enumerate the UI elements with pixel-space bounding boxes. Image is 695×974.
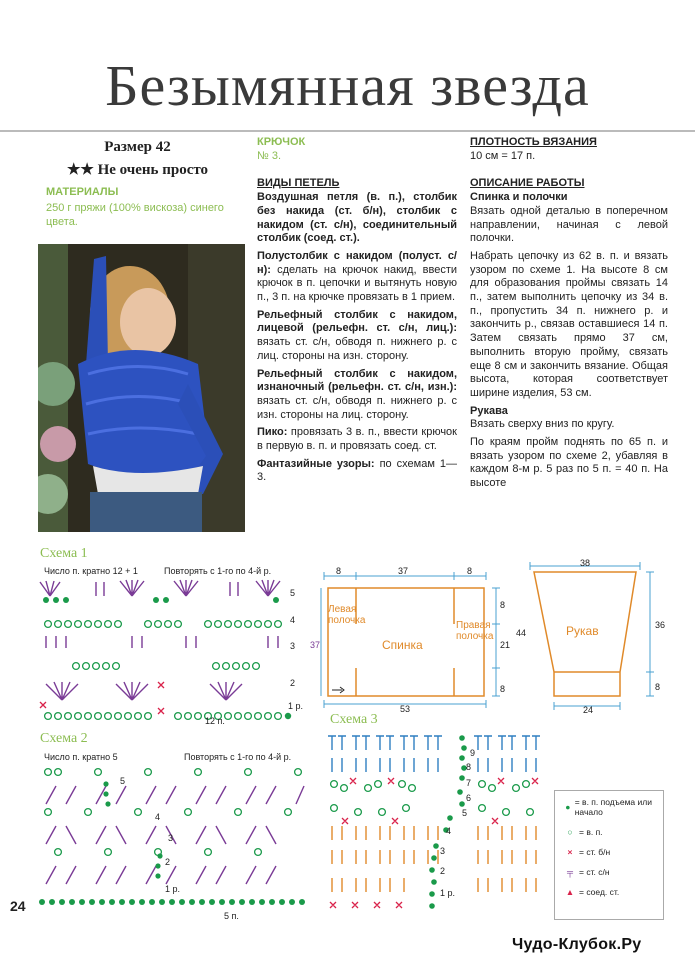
pattern-left-height: 37 [310,640,321,650]
stitches-heading: ВИДЫ ПЕТЕЛЬ [257,177,340,190]
schema2-row-4: 4 [155,812,161,822]
stitches-p5: Пико: провязать 3 в. п., ввести крючок в первую в. п. и провязать соед. ст. [257,426,457,453]
stitches-p3: Рельефный столбик с накидом, лицевой (рельефн. ст. с/н, лиц.): вязать ст. с/н, обводя п. нижнего р. с лиц. стороны на изн. сторону. [257,308,457,362]
schema3-row-9: 9 [470,748,476,758]
schema1-row-1: 1 р. [288,701,304,711]
pattern-height-mid: 21 [500,640,511,650]
schema1-row-3: 3 [290,641,296,651]
sleeve-cuff-height: 8 [655,682,661,692]
slip-stitch-icon: ▲ [565,887,575,897]
schema2-row-1: 1 р. [165,884,181,894]
legend-item-dc: ╤ = ст. с/н [561,867,657,877]
legend-item-chain-start: ● = в. п. подъема или начало [561,797,657,817]
page-title: Безымянная звезда [105,53,590,118]
model-photo [38,244,245,532]
schema2-width-label: 5 п. [224,911,239,921]
pattern-width-center: 37 [398,566,409,576]
stitches-p6: Фантазийные узоры: по схемам 1—3. [257,457,457,484]
materials-heading: МАТЕРИАЛЫ [46,186,119,198]
schema2-row-5: 5 [120,776,126,786]
pattern-bottom-width: 53 [400,704,411,714]
legend-item-slst: ▲ = соед. ст. [561,887,657,897]
sleeve-label: Рукав [566,624,599,638]
work-column [470,136,668,491]
chain-icon: ○ [567,827,573,837]
difficulty-label: ★★ Не очень просто [66,162,209,178]
hook-heading: КРЮЧОК [257,136,306,148]
chain-start-icon: ● [565,802,571,812]
work-p3: Вязать сверху вниз по кругу. [470,418,615,431]
work-heading: ОПИСАНИЕ РАБОТЫ [470,177,585,190]
site-watermark: Чудо-Клубок.Ру [512,936,642,953]
schema2-title: Схема 2 [40,731,88,746]
materials-text: 250 г пряжи (100% вискоза) синего цвета. [46,202,224,228]
sleeve-top-width: 38 [580,558,591,568]
schema3-row-4: 4 [446,826,452,836]
size-label: Размер 42 [104,139,171,155]
schema2-note-left: Число п. кратно 5 [44,752,118,762]
pattern-total-height: 44 [516,628,527,638]
work-p4: По краям пройм поднять по 65 п. и вязать узором по схеме 2, убавляя в каждом 8-м р. 5 раз по 5 п. = 40 п. На высоте [470,436,668,490]
work-sub2: Рукава [470,404,508,417]
hook-value: № 3. [257,149,282,162]
pattern-right-label: Правая полочка [456,620,494,642]
double-crochet-icon: ╤ [566,867,574,877]
schema3-row-7: 7 [466,778,472,788]
schema3-row-2: 2 [440,866,446,876]
stitches-p1: Воздушная петля (в. п.), столбик без накида (ст. б/н), столбик с накидом (ст. с/н), соединительный столбик (соед. ст.). [257,191,457,245]
sleeve-height: 36 [655,620,666,630]
pattern-width-right: 8 [467,566,473,576]
work-p1: Вязать одной деталью в поперечном направлении, начиная с левой полочки. [470,204,668,245]
schema1-width-label: 12 п. [205,716,225,726]
schema3-row-6: 6 [466,793,472,803]
schema3-title: Схема 3 [330,712,378,727]
schema1-row-2: 2 [290,678,296,688]
schema1-title: Схема 1 [40,546,88,561]
density-heading: ПЛОТНОСТЬ ВЯЗАНИЯ [470,136,597,148]
schema1-note-left: Число п. кратно 12 + 1 [44,566,138,576]
schema1-row-4: 4 [290,615,296,625]
pattern-left-label: Левая полочка [328,604,366,626]
work-p2: Набрать цепочку из 62 в. п. и вязать узором по схеме 1. На высоте 8 см для образования проймы связать 14 п., затем выполнить цепочку из 34 в. п., пропустить 34 п. нижнего р. и закончить р., связав оставшиеся 14 п. Затем связать прямо 37 см, выполнить вторую пройму, связать еще 8 см и закончить вязание. Общая высота, которая соответствует ширине изделия, 53 см. [470,249,668,399]
model-photo-illustration [38,244,245,532]
schema2-row-2: 2 [165,857,171,867]
schema3-row-5: 5 [462,808,468,818]
page-number: 24 [10,898,26,914]
pattern-center-label: Спинка [382,638,423,652]
symbol-legend [554,790,664,920]
schema3-diagram [322,728,552,918]
stitches-column [257,136,457,485]
title-divider [0,130,695,132]
schema2-row-3: 3 [168,833,174,843]
pattern-height-bottom: 8 [500,684,506,694]
pattern-height-top: 8 [500,600,506,610]
schema3-row-8: 8 [466,762,472,772]
legend-item-chain: ○ = в. п. [561,827,657,837]
schema1-row-5: 5 [290,588,296,598]
size-block [40,136,235,182]
schema3-row-1: 1 р. [440,888,456,898]
work-sub1: Спинка и полочки [470,191,568,204]
legend-item-sc: × = ст. б/н [561,847,657,857]
schema2-note-right: Повторять с 1-го по 4-й р. [184,752,292,762]
schema3-row-3: 3 [440,846,446,856]
pattern-width-left: 8 [336,566,342,576]
stitches-p2: Полустолбик с накидом (полуст. с/н): сделать на крючок накид, ввести крючок в п. цепочки и вытянуть новую п., 3 п. на крючке провязать в 1 прием. [257,249,457,304]
stitches-p4: Рельефный столбик с накидом, изнаночный (рельефн. ст. с/н, изн.): вязать ст. с/н, обводя п. нижнего р. с изн. стороны на лиц. сторону. [257,367,457,421]
single-crochet-icon: × [567,847,573,857]
schema1-diagram [36,578,316,728]
schema1-note-right: Повторять с 1-го по 4-й р. [164,566,272,576]
sleeve-bottom-width: 24 [583,705,594,715]
density-text: 10 см = 17 п. [470,149,536,162]
